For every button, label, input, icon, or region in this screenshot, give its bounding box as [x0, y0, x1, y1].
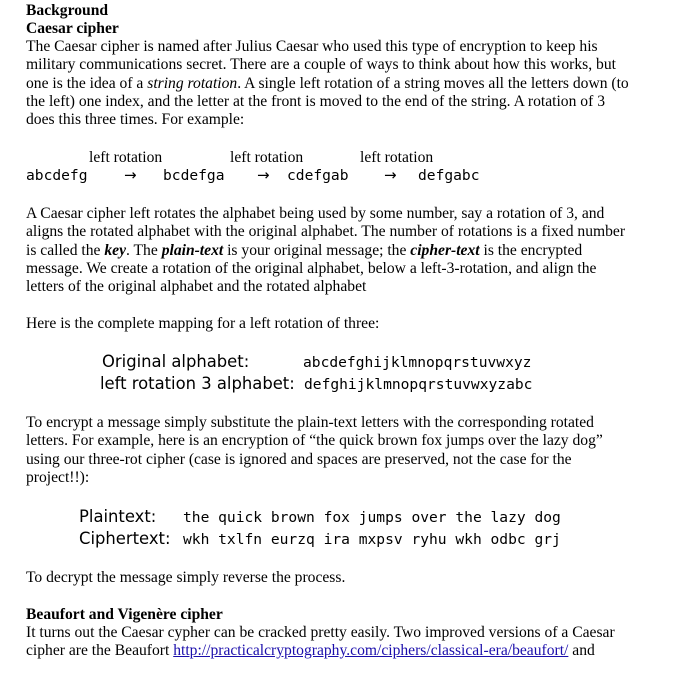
- original-alphabet-label: Original alphabet:: [102, 352, 250, 371]
- para6-line2: [26, 642, 595, 660]
- ciphertext-label: Ciphertext:: [79, 529, 171, 548]
- text: is the encrypted: [479, 242, 583, 259]
- para1-line4: the left) one index, and the letter at the front is moved to the end of the string. A rotation of 3: [26, 93, 605, 110]
- beaufort-link[interactable]: http://practicalcryptography.com/ciphers/classical-era/beaufort/: [173, 642, 569, 659]
- para1-line2: military communications secret. There are a couple of ways to think about how this works, but: [26, 56, 616, 73]
- para5: To decrypt the message simply reverse the process.: [26, 569, 346, 586]
- right-arrow-icon: →: [124, 166, 137, 184]
- term-cipher-text: cipher-text: [410, 242, 480, 259]
- para4-line3: using our three-rot cipher (case is ignored and spaces are preserved, not the case for the: [26, 451, 572, 468]
- heading-caesar-cipher: Caesar cipher: [26, 20, 119, 37]
- para6-line1: It turns out the Caesar cypher can be cracked pretty easily. Two improved versions of a Caesar: [26, 624, 615, 641]
- para3: Here is the complete mapping for a left rotation of three:: [26, 315, 380, 332]
- rotation-label-2: left rotation: [230, 149, 304, 166]
- para4-line1: To encrypt a message simply substitute the plain-text letters with the corresponding rotated: [26, 414, 594, 431]
- rotated-alphabet-value: defghijklmnopqrstuvwxyzabc: [304, 376, 533, 393]
- para1-line3: [26, 75, 629, 93]
- rotation-string-1: bcdefga: [163, 167, 225, 184]
- para2-line4: message. We create a rotation of the original alphabet, below a left-3-rotation, and align the: [26, 260, 597, 277]
- term-key: key: [104, 242, 127, 259]
- para1-line5: does this three times. For example:: [26, 111, 245, 128]
- rotation-label-3: left rotation: [360, 149, 434, 166]
- text: one is the idea of a: [26, 75, 148, 92]
- term-plain-text: plain-text: [161, 242, 224, 259]
- right-arrow-icon: →: [257, 166, 270, 184]
- para2-line2: aligns the rotated alphabet with the original alphabet. The number of rotations is a fixed number: [26, 223, 626, 240]
- plaintext-label: Plaintext:: [79, 507, 157, 526]
- right-arrow-icon: →: [384, 166, 397, 184]
- para2-line1: A Caesar cipher left rotates the alphabet being used by some number, say a rotation of 3, and: [26, 205, 605, 222]
- plaintext-value: the quick brown fox jumps over the lazy dog: [183, 509, 561, 526]
- rotation-string-2: cdefgab: [287, 167, 349, 184]
- text: is your original message; the: [223, 242, 411, 259]
- para2-line5: letters of the original alphabet and the rotated alphabet: [26, 278, 367, 295]
- rotated-alphabet-label: left rotation 3 alphabet:: [100, 374, 295, 393]
- para1-line1: The Caesar cipher is named after Julius Caesar who used this type of encryption to keep his: [26, 38, 598, 55]
- original-alphabet-value: abcdefghijklmnopqrstuvwxyz: [303, 354, 532, 371]
- rotation-label-1: left rotation: [89, 149, 163, 166]
- heading-background: Background: [26, 2, 109, 19]
- para2-line3: [26, 242, 582, 260]
- emphasis-string-rotation: string rotation: [147, 75, 238, 92]
- heading-beaufort-vigenere: Beaufort and Vigenère cipher: [26, 606, 223, 623]
- ciphertext-value: wkh txlfn eurzq ira mxpsv ryhu wkh odbc grj: [183, 531, 561, 548]
- text: . The: [126, 242, 162, 259]
- text: cipher are the Beaufort: [26, 642, 174, 659]
- text: . A single left rotation of a string moves all the letters down (to: [237, 75, 629, 92]
- para4-line4: project!!):: [26, 469, 90, 486]
- para4-line2: letters. For example, here is an encryption of “the quick brown fox jumps over the lazy dog”: [26, 432, 603, 449]
- text: and: [568, 642, 595, 659]
- rotation-string-3: defgabc: [418, 167, 480, 184]
- text: is called the: [26, 242, 105, 259]
- rotation-string-0: abcdefg: [26, 167, 88, 184]
